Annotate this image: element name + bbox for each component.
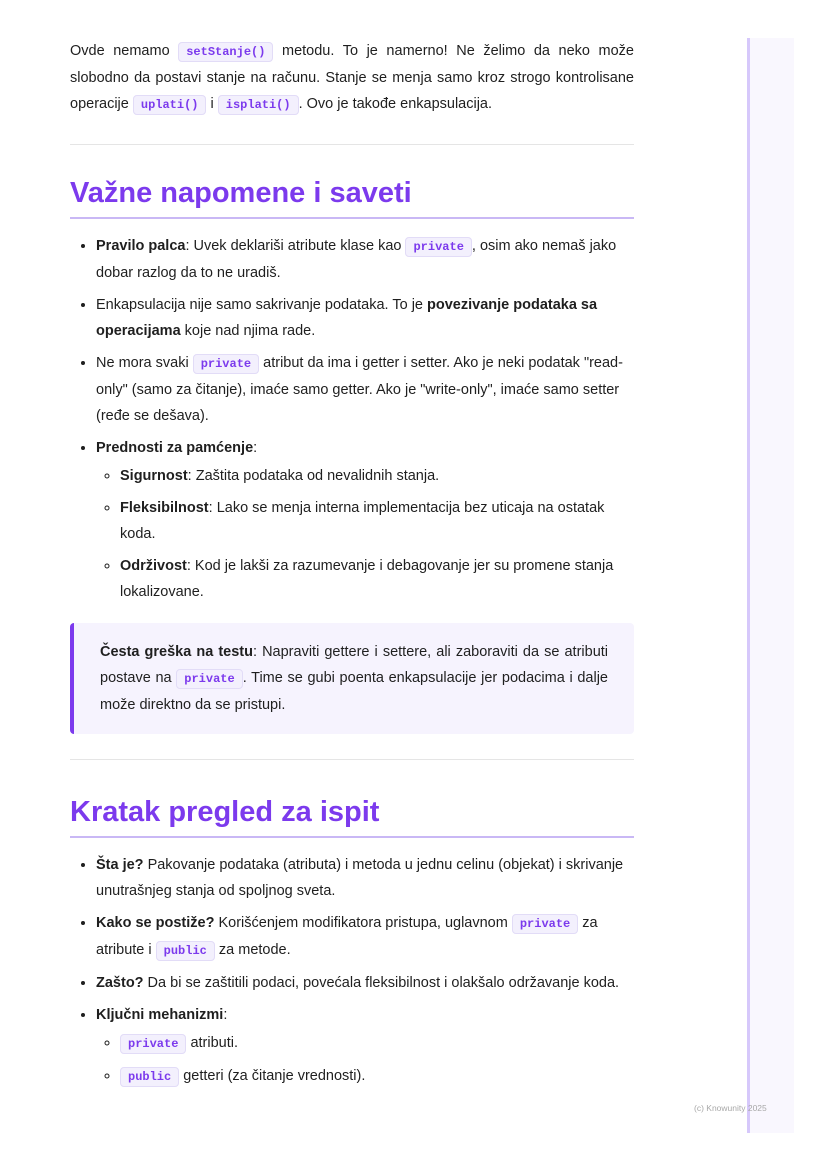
summary-list (70, 852, 634, 1090)
document-content (70, 38, 634, 1096)
list-item: • Ključni mehanizmi: ◦ private atributi. ◦ public getteri (za čitanje vrednosti). (96, 1002, 634, 1090)
sub-list-item: ◦ Održivost: Kod je lakši za razumevanje i debagovanje jer su promene stanja lokalizovane. (120, 553, 634, 605)
inline-code: private (512, 914, 578, 934)
inline-code: uplati() (133, 95, 207, 115)
list-item: • Ne mora svaki private atribut da ima i getter i setter. Ako je neki podatak "read-only" (samo za čitanje), imaće samo getter. Ako je "write-only", imaće samo setter (ređe se dešava). (96, 350, 634, 429)
tips-list (70, 233, 634, 605)
divider (70, 759, 634, 760)
list-item: • Enkapsulacija nije samo sakrivanje podataka. To je povezivanje podataka sa operacijama koje nad njima rade. (96, 292, 634, 344)
warning-callout: Česta greška na testu: Napraviti gettere i settere, ali zaboraviti da se atributi postave na private . Time se gubi poenta enkapsulacije jer podacima i dalje može direktno da se pristupi. (70, 623, 634, 734)
side-panel (747, 38, 794, 1133)
divider (70, 144, 634, 145)
inline-code: public (156, 941, 215, 961)
copyright-footer: (c) Knowunity 2025 (694, 1103, 767, 1113)
inline-code: private (193, 354, 259, 374)
inline-code: private (176, 669, 242, 689)
intro-paragraph: Ovde nemamo setStanje() metodu. To je namerno! Ne želimo da neko može slobodno da postavi stanje na računu. Stanje se menja samo kroz strogo kontrolisane operacije uplati() i isplati() . Ovo je takođe enkapsulacija. (70, 38, 634, 118)
list-item: • Pravilo palca: Uvek deklariši atribute klase kao private , osim ako nemaš jako dobar razlog da to ne uradiš. (96, 233, 634, 286)
list-item: • Šta je? Pakovanje podataka (atributa) i metoda u jednu celinu (objekat) i skrivanje unutrašnjeg stanja od spoljnog sveta. (96, 852, 634, 904)
list-item: • Prednosti za pamćenje: ◦ Sigurnost: Zaštita podataka od nevalidnih stanja. ◦ Fleksibilnost: Lako se menja interna implementacija bez uticaja na ostatak koda. ◦ Održivost: Kod je lakši za razumevanje i debagovanje jer su promene stanja lokalizovane. (96, 435, 634, 605)
inline-code: public (120, 1067, 179, 1087)
inline-code: private (120, 1034, 186, 1054)
sub-list-item: ◦ Fleksibilnost: Lako se menja interna implementacija bez uticaja na ostatak koda. (120, 495, 634, 547)
list-item: • Kako se postiže? Korišćenjem modifikatora pristupa, uglavnom private za atribute i public za metode. (96, 910, 634, 964)
inline-code: isplati() (218, 95, 299, 115)
sub-list-item: ◦ Sigurnost: Zaštita podataka od nevalidnih stanja. (120, 463, 634, 489)
section-heading: Važne napomene i saveti (70, 175, 634, 219)
inline-code: setStanje() (178, 42, 273, 62)
sub-list-item: ◦ private atributi. (120, 1030, 634, 1057)
section-heading: Kratak pregled za ispit (70, 794, 634, 838)
list-item: • Zašto? Da bi se zaštitili podaci, povećala fleksibilnost i olakšalo održavanje koda. (96, 970, 634, 996)
sub-list-item: ◦ public getteri (za čitanje vrednosti). (120, 1063, 634, 1090)
inline-code: private (405, 237, 471, 257)
